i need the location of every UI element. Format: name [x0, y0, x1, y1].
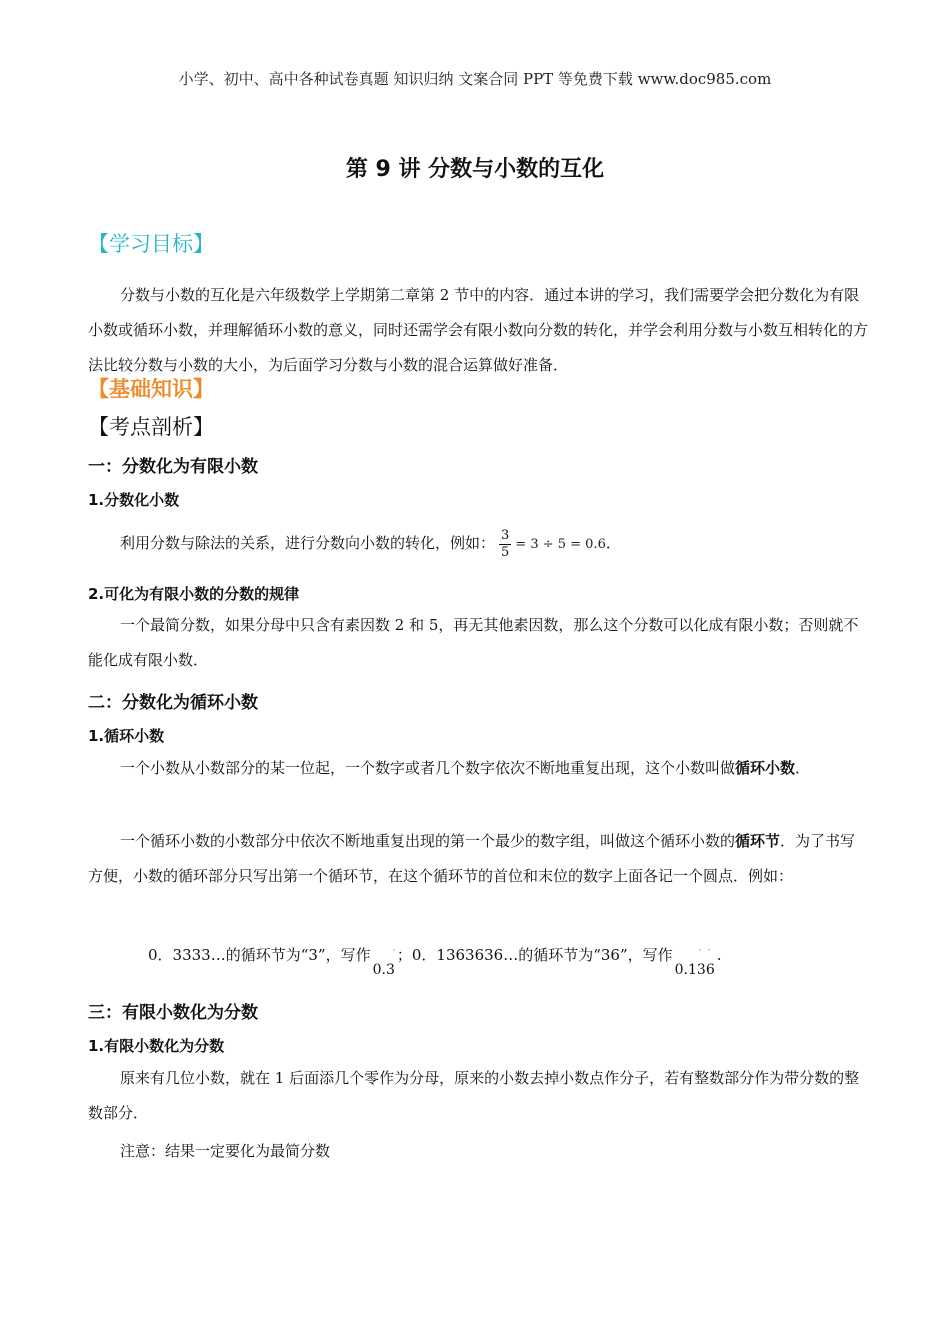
- page-header: 小学、初中、高中各种试卷真题 知识归纳 文案合同 PPT 等免费下载 www.doc985.com: [178, 70, 772, 88]
- fraction-numerator: 3: [501, 527, 510, 543]
- definition-end: ．: [795, 759, 811, 777]
- repeat-dot-icon: ·: [698, 946, 702, 956]
- analysis-heading: 【考点剖析】: [88, 415, 214, 439]
- fraction-to-decimal-example: [120, 526, 621, 562]
- repetend-definition: [88, 824, 868, 894]
- basics-heading: 【基础知识】: [88, 377, 214, 401]
- fraction-3-5: [499, 528, 511, 561]
- recurring-decimal-definition: [88, 751, 868, 786]
- objectives-heading: 【学习目标】: [88, 232, 214, 256]
- example-a-text: 0．3333…的循环节为“3”，写作: [148, 946, 371, 964]
- section3-heading: 三：有限小数化为分数: [88, 1003, 258, 1023]
- recurring-notation-0-3: [372, 946, 396, 987]
- recurring-notation-0-136: [674, 946, 715, 987]
- section3-sub1-heading: 1.有限小数化为分数: [88, 1037, 225, 1055]
- example-end: ．: [605, 534, 621, 552]
- repetend-text-a: 一个循环小数的小数部分中依次不断地重复出现的第一个最少的数字组，叫做这个循环小数的: [120, 832, 736, 850]
- example-end: .: [716, 946, 722, 964]
- fraction-denominator: 5: [501, 544, 510, 560]
- definition-text: 一个小数从小数部分的某一位起，一个数字或者几个数字依次不断地重复出现，这个小数叫做: [120, 759, 736, 777]
- section2-heading: 二：分数化为循环小数: [88, 693, 258, 713]
- term-recurring-decimal: 循环小数: [735, 759, 796, 777]
- example-text: 利用分数与除法的关系，进行分数向小数的转化，例如：: [120, 534, 496, 552]
- recurring-examples: [148, 938, 722, 987]
- notation-value: 0.3: [372, 962, 395, 978]
- finite-decimal-rule-text: 一个最简分数，如果分母中只含有素因数 2 和 5，再无其他素因数，那么这个分数可以化成有限小数；否则就不能化成有限小数．: [88, 616, 859, 669]
- note-text: 注意：结果一定要化为最简分数: [120, 1142, 331, 1160]
- section1-sub2-heading: 2.可化为有限小数的分数的规律: [88, 585, 300, 603]
- repetend-text-b: ．为了书写方便，小数的循环部分只写出第一个循环节，在这个循环节的首位和末位的数字上面各记一个圆点．例如：: [88, 832, 856, 885]
- term-repetend: 循环节: [735, 832, 781, 850]
- repeat-dot-icon: ·: [392, 946, 396, 956]
- division-equation: = 3 ÷ 5 = 0.6: [515, 537, 606, 552]
- section2-sub1-heading: 1.循环小数: [88, 727, 165, 745]
- notation-value: 0.136: [674, 962, 715, 978]
- example-b-text: ；0．1363636…的循环节为“36”，写作: [396, 946, 673, 964]
- repeat-dot-icon: ·: [707, 946, 711, 956]
- objectives-text: 分数与小数的互化是六年级数学上学期第二章第 2 节中的内容．通过本讲的学习，我们需要学会把分数化为有限小数或循环小数，并理解循环小数的意义，同时还需学会有限小数向分数的转化，并学会利用分数与小数互相转化的方法比较分数与小数的大小，为后面学习分数与小数的混合运算做好准备．: [88, 286, 869, 374]
- page-title: 第 9 讲 分数与小数的互化: [345, 157, 605, 182]
- section1-sub1-heading: 1.分数化小数: [88, 491, 180, 509]
- decimal-to-fraction-rule: 原来有几位小数，就在 1 后面添几个零作为分母，原来的小数去掉小数点作分子，若有整数部分作为带分数的整数部分．: [88, 1069, 860, 1122]
- section1-heading: 一：分数化为有限小数: [88, 457, 258, 477]
